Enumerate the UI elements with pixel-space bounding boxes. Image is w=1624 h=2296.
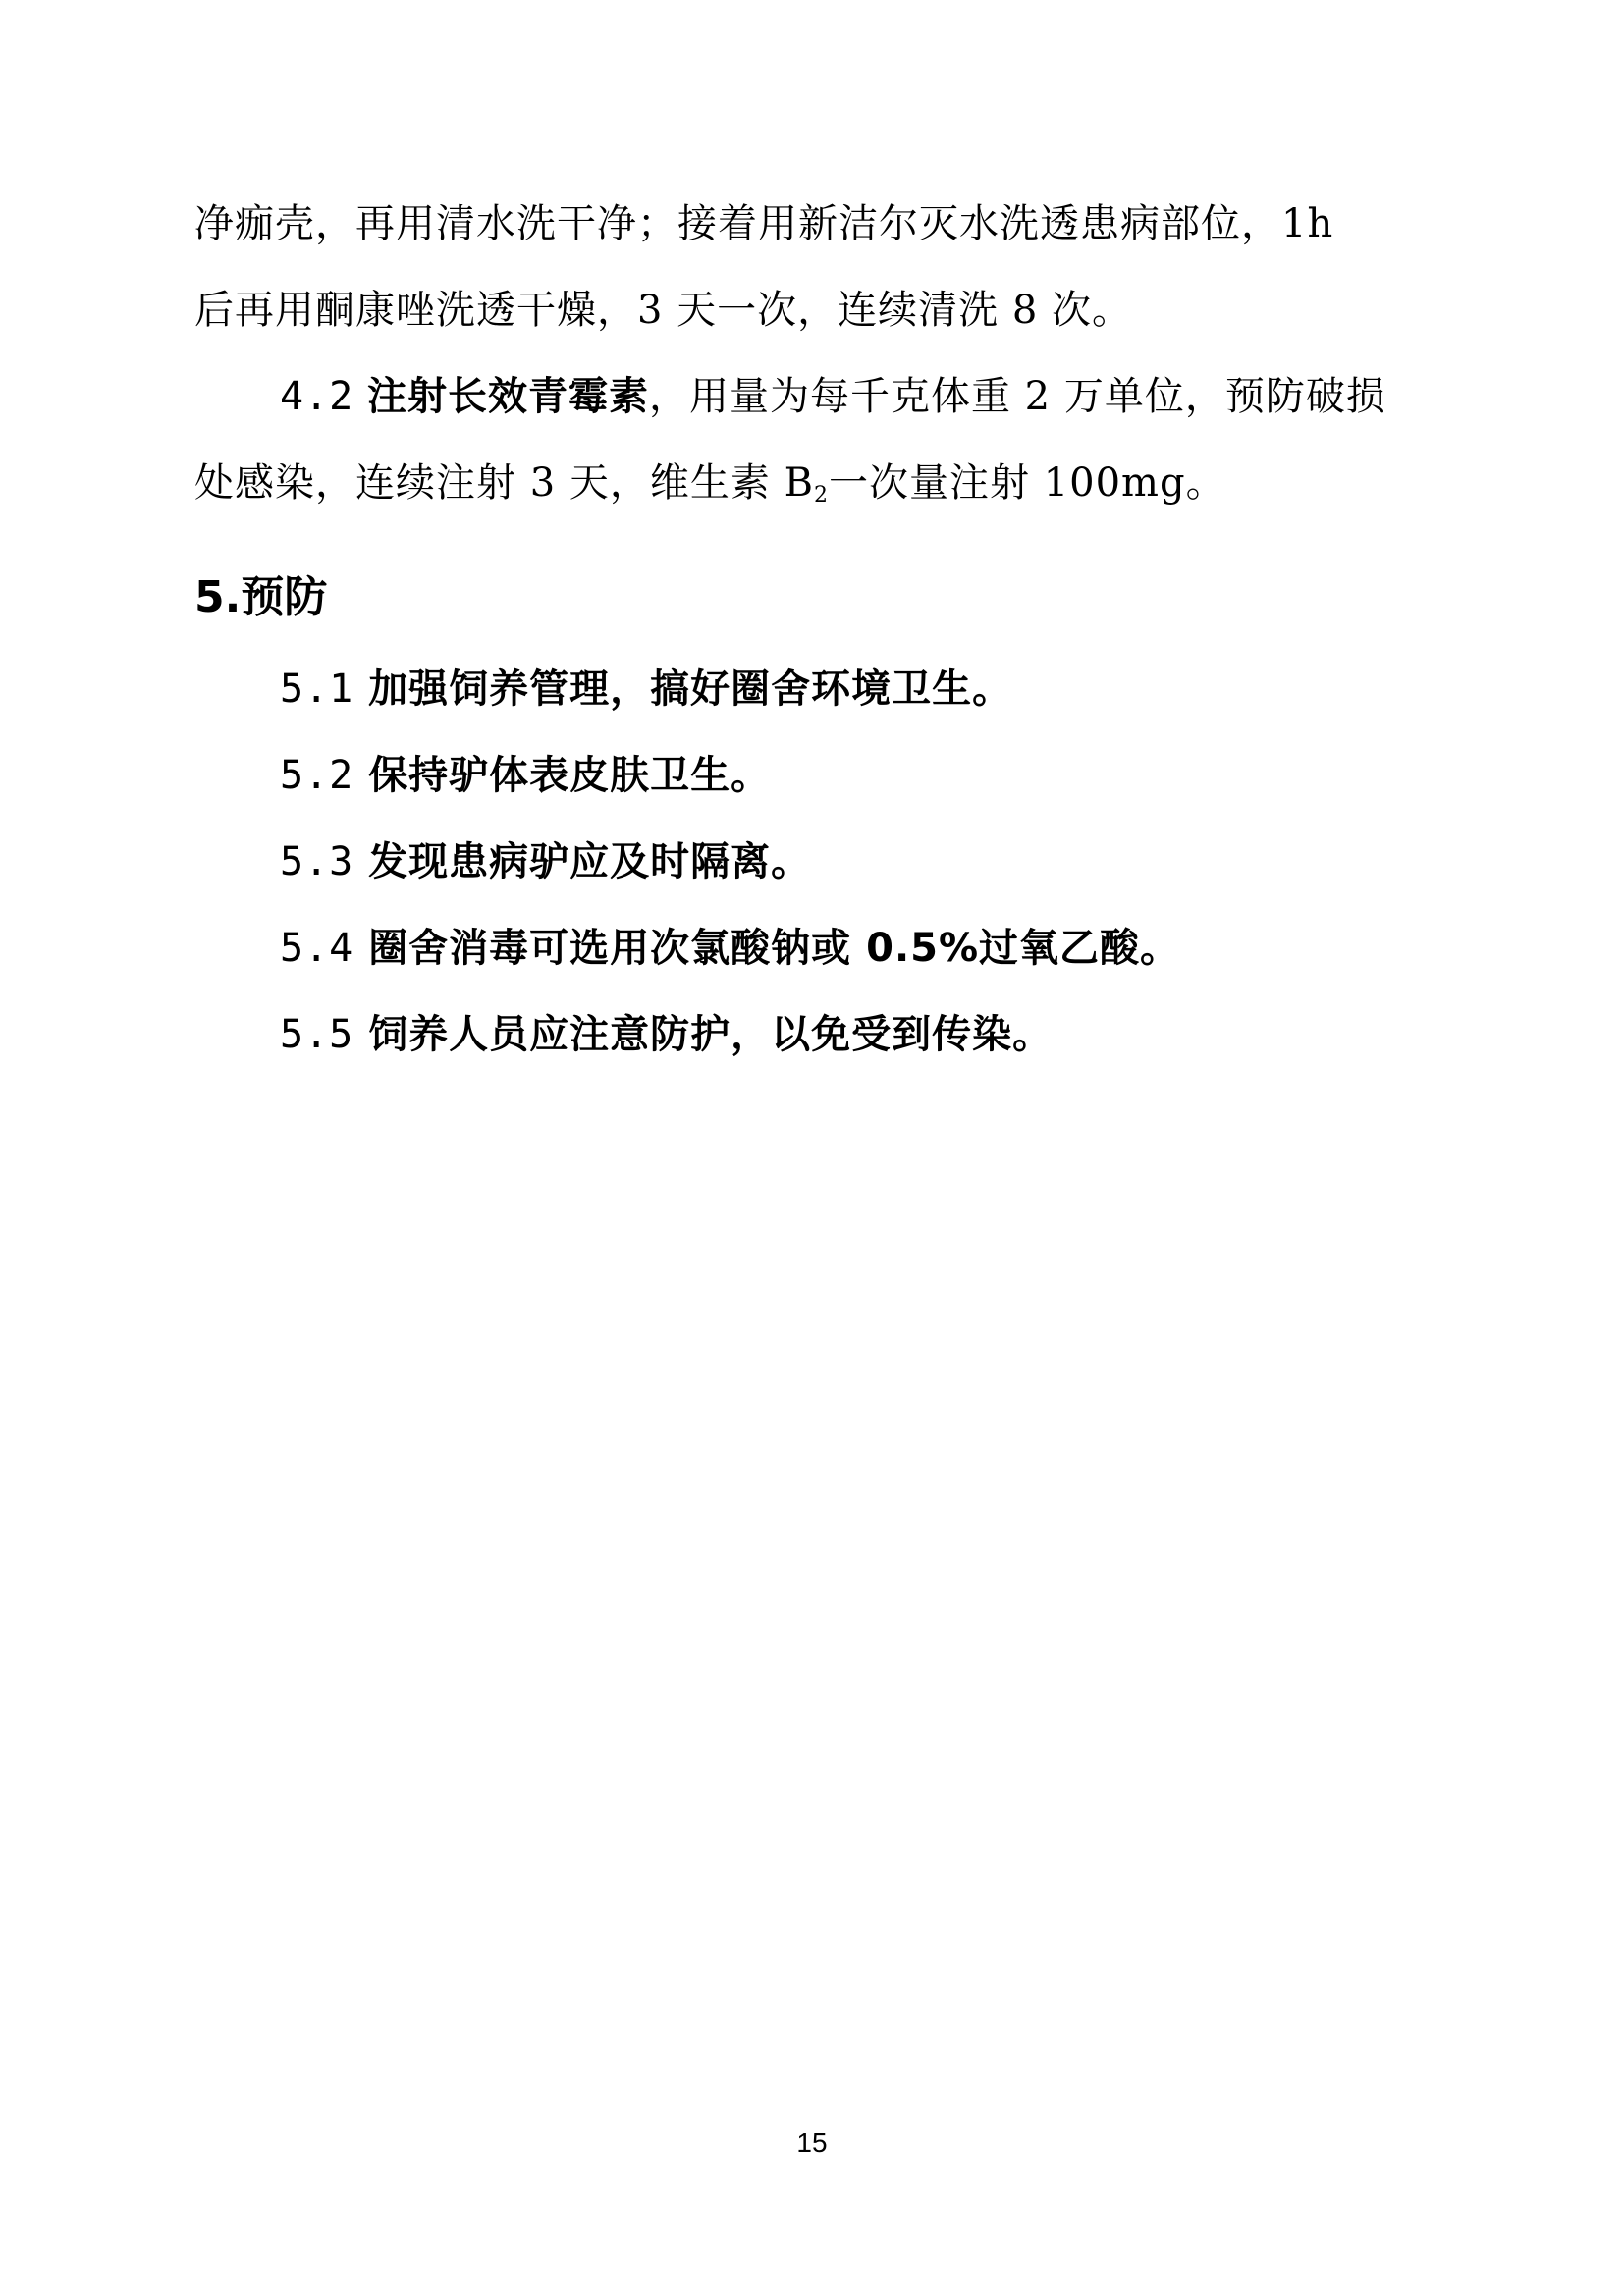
item-4-2-number: 4.2 bbox=[280, 374, 354, 419]
prevention-item-text: 圈舍消毒可选用次氯酸钠或 0.5%过氧乙酸。 bbox=[368, 926, 1181, 971]
item-4-2-line-2-before-sub: 处感染，连续注射 3 天，维生素 B bbox=[194, 460, 814, 506]
prevention-item bbox=[280, 666, 1012, 713]
section-heading-prevention: 5.预防 bbox=[194, 572, 328, 622]
prevention-item-number: 5.4 bbox=[280, 926, 354, 971]
page-number: 15 bbox=[796, 2127, 828, 2158]
item-4-2-rest-text: ，用量为每千克体重 2 万单位，预防破损 bbox=[648, 374, 1386, 419]
item-4-2-line-2-after-sub: 一次量注射 100mg。 bbox=[829, 460, 1226, 506]
prevention-item bbox=[280, 752, 771, 799]
item-4-2-line-2 bbox=[194, 459, 1226, 519]
treatment-paragraph-line-2: 后再用酮康唑洗透干燥，3 天一次，连续清洗 8 次。 bbox=[194, 288, 1133, 333]
prevention-item bbox=[280, 838, 811, 885]
prevention-item-number: 5.3 bbox=[280, 839, 354, 884]
prevention-item-number: 5.5 bbox=[280, 1012, 354, 1057]
prevention-item-text: 保持驴体表皮肤卫生。 bbox=[368, 753, 772, 798]
prevention-item-text: 加强饲养管理，搞好圈舍环境卫生。 bbox=[368, 667, 1013, 712]
vitamin-subscript: 2 bbox=[814, 483, 829, 507]
prevention-item-number: 5.1 bbox=[280, 667, 354, 712]
treatment-paragraph-line-1: 净痂壳，再用清水洗干净；接着用新洁尔灭水洗透患病部位，1h bbox=[194, 201, 1334, 246]
prevention-item-text: 饲养人员应注意防护，以免受到传染。 bbox=[368, 1012, 1054, 1057]
prevention-item bbox=[280, 1011, 1053, 1058]
item-4-2-line-1 bbox=[280, 373, 1386, 420]
item-4-2-bold-text: 注射长效青霉素 bbox=[366, 374, 649, 419]
prevention-item bbox=[280, 925, 1180, 972]
prevention-item-text: 发现患病驴应及时隔离。 bbox=[368, 839, 812, 884]
prevention-item-number: 5.2 bbox=[280, 753, 354, 798]
